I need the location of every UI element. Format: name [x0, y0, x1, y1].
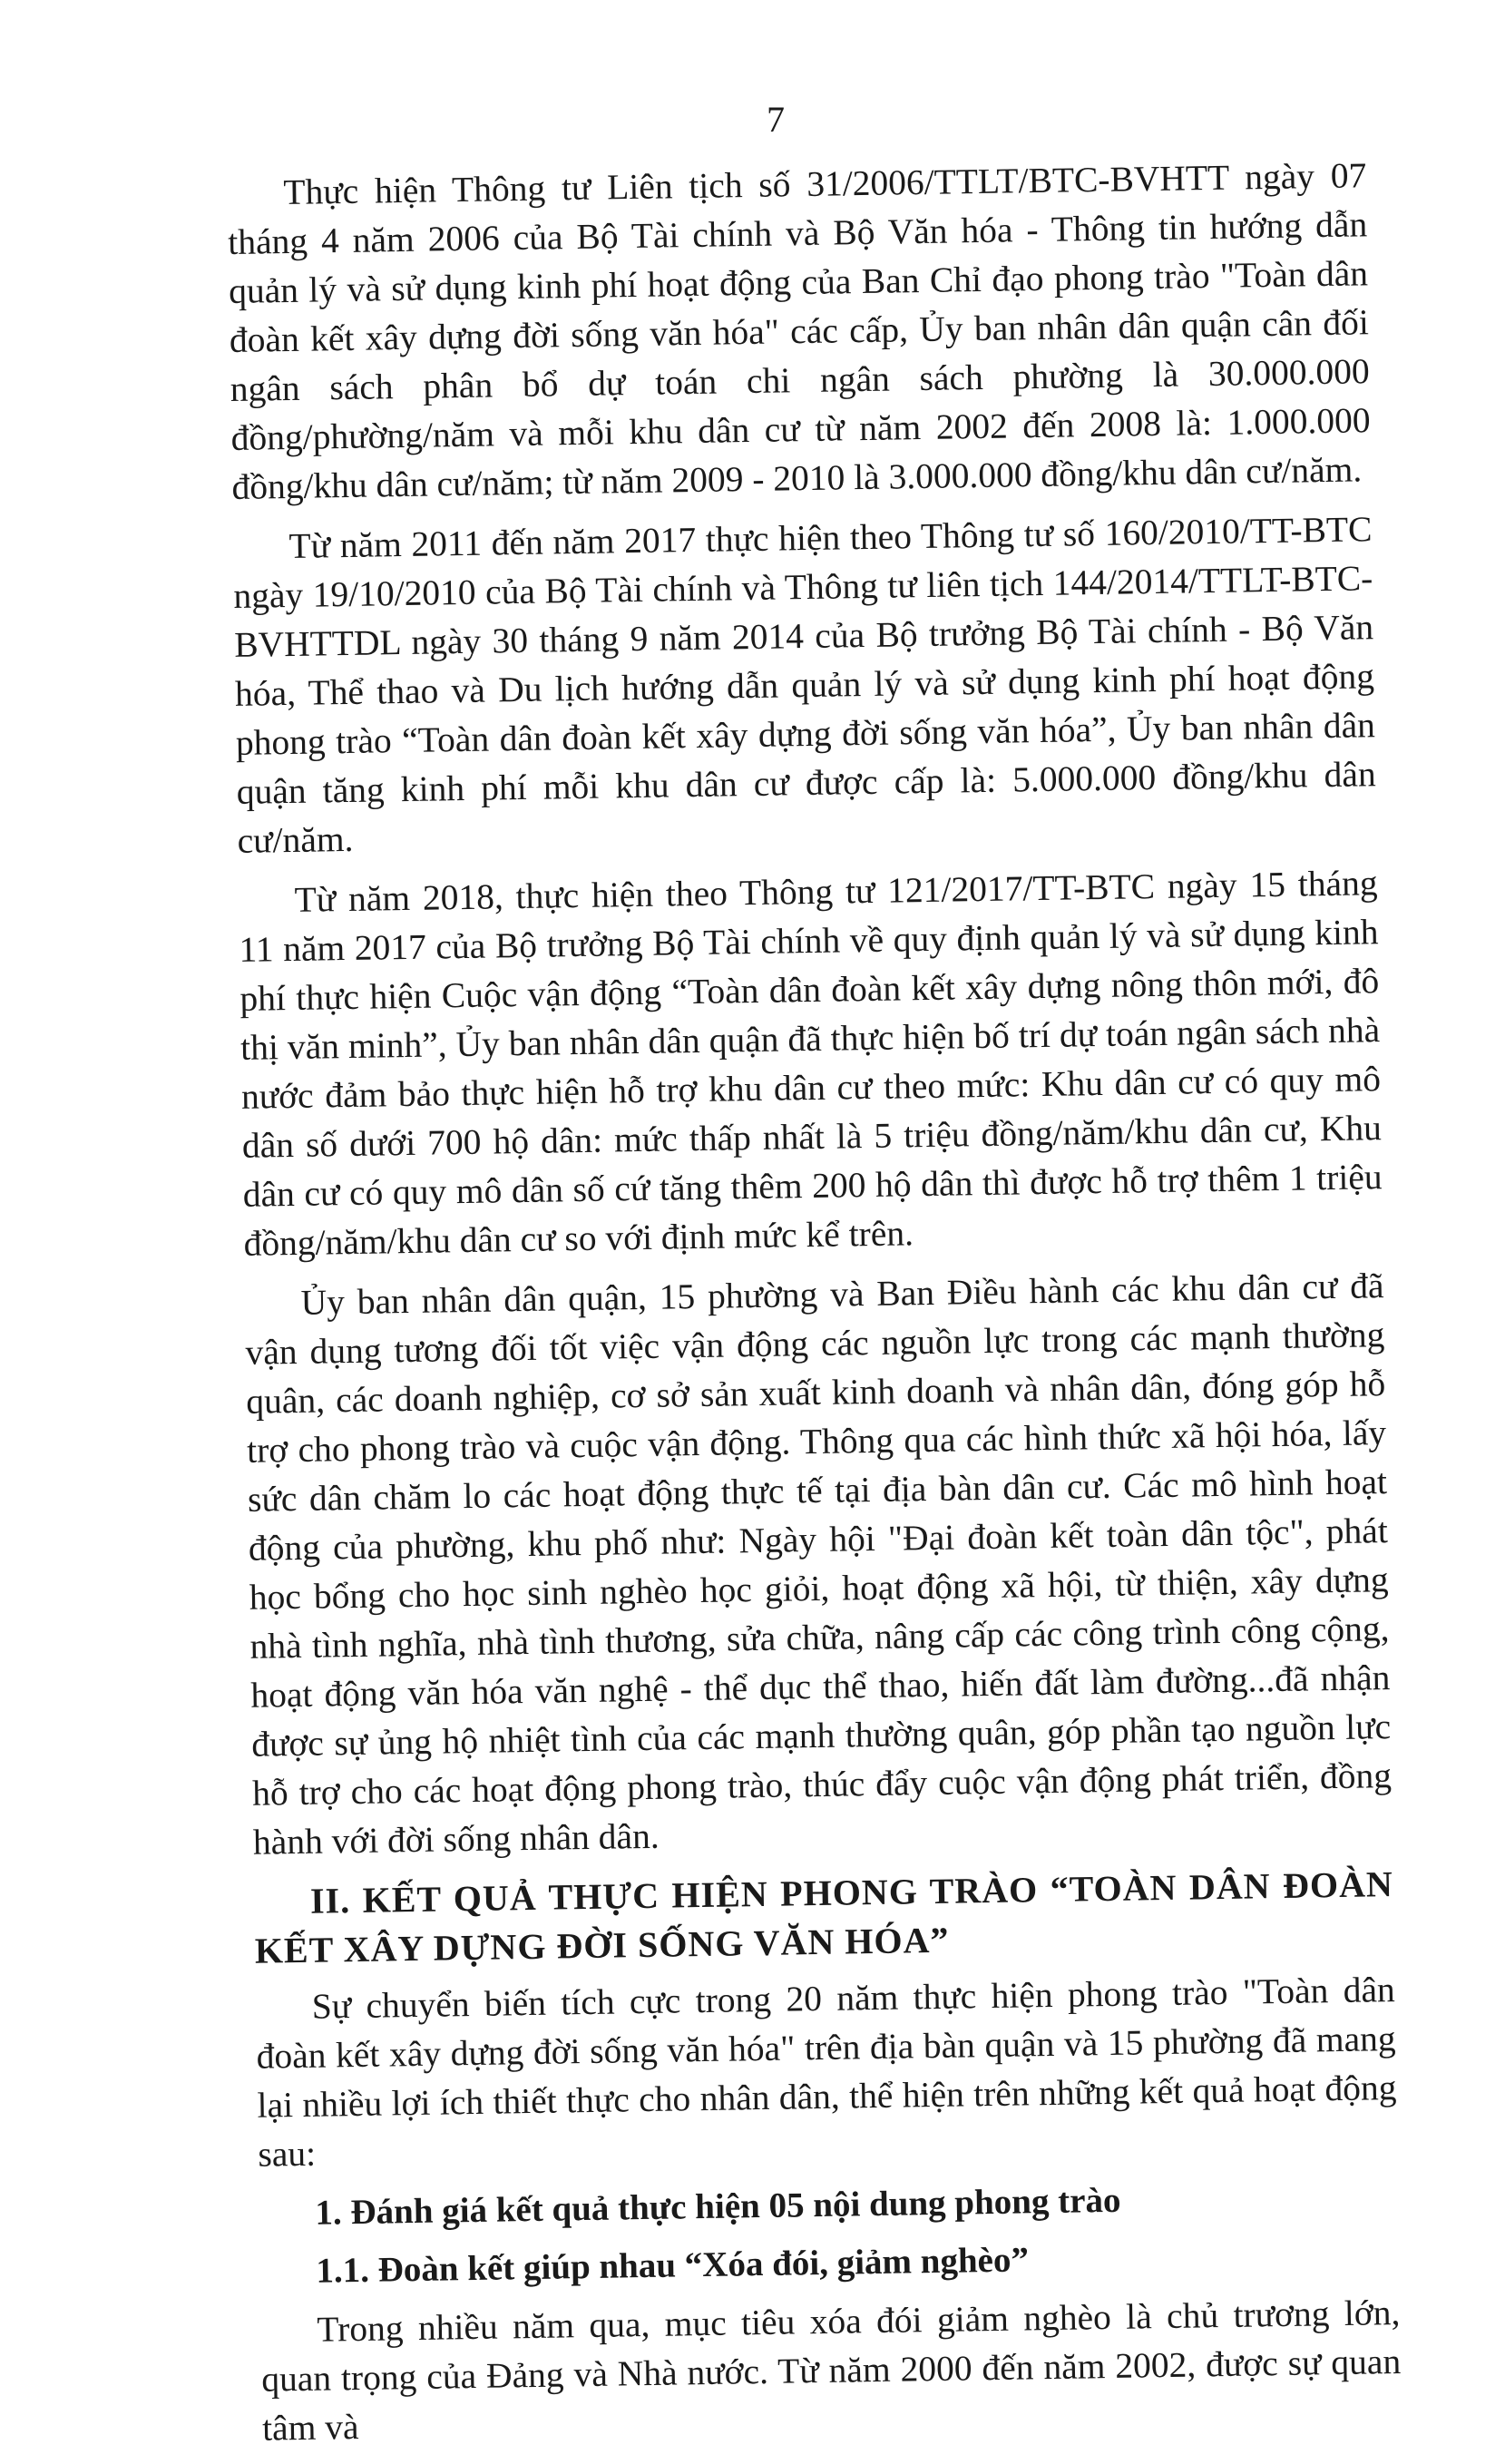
page-number: 7 [767, 99, 785, 140]
paragraph-funding-2011: Từ năm 2011 đến năm 2017 thực hiện theo Thông tư số 160/2010/TT-BTC ngày 19/10/2010 của Bộ Tài chính và Thông tư liên tịch 144/2014/TTLT-BTC-BVHTTDL ngày 30 tháng 9 năm 2014 của Bộ trưởng Bộ Tài chính - Bộ Văn hóa, Thể thao và Du lịch hướng dẫn quản lý và sử dụng kinh phí hoạt động phong trào “Toàn dân đoàn kết xây dựng đời sống văn hóa”, Ủy ban nhân dân quận tăng kinh phí mỗi khu dân cư được cấp là: 5.000.000 đồng/khu dân cư/năm. [233, 509, 1376, 861]
paragraph-positive-change: Sự chuyển biến tích cực trong 20 năm thực hiện phong trào "Toàn dân đoàn kết xây dựng đời sống văn hóa" trên địa bàn quận và 15 phường đã mang lại nhiều lợi ích thiết thực cho nhân dân, thể hiện trên những kết quả hoạt động sau: [256, 1970, 1397, 2175]
paragraph-poverty-intro: Trong nhiều năm qua, mục tiêu xóa đói giảm nghèo là chủ trương lớn, quan trọng của Đảng và Nhà nước. Từ năm 2000 đến năm 2002, được sự quan tâm và [260, 2292, 1402, 2449]
paragraph-funding-2018: Từ năm 2018, thực hiện theo Thông tư 121/2017/TT-BTC ngày 15 tháng 11 năm 2017 của Bộ trưởng Bộ Tài chính về quy định quản lý và sử dụng kinh phí thực hiện Cuộc vận động “Toàn dân đoàn kết xây dựng nông thôn mới, đô thị văn minh”, Ủy ban nhân dân quận đã thực hiện bố trí dự toán ngân sách nhà nước đảm bảo thực hiện hỗ trợ khu dân cư theo mức: Khu dân cư có quy mô dân số dưới 700 hộ dân: mức thấp nhất là 5 triệu đồng/năm/khu dân cư, Khu dân cư có quy mô dân số cứ tăng thêm 200 hộ dân thì được hỗ trợ thêm 1 triệu đồng/năm/khu dân cư so với định mức kể trên. [239, 863, 1383, 1264]
subheading-poverty-reduction: 1.1. Đoàn kết giúp nhau “Xóa đói, giảm nghèo” [316, 2240, 1030, 2291]
document-body [227, 151, 1402, 2463]
subheading-evaluation: 1. Đánh giá kết quả thực hiện 05 nội dung phong trào [315, 2180, 1121, 2233]
paragraph-funding-2006: Thực hiện Thông tư Liên tịch số 31/2006/TTLT/BTC-BVHTT ngày 07 tháng 4 năm 2006 của Bộ Tài chính và Bộ Văn hóa - Thông tin hướng dẫn quản lý và sử dụng kinh phí hoạt động của Ban Chỉ đạo phong trào "Toàn dân đoàn kết xây dựng đời sống văn hóa" các cấp, Ủy ban nhân dân quận cân đối ngân sách phân bổ dự toán chi ngân sách phường là 30.000.000 đồng/phường/năm và mỗi khu dân cư từ năm 2002 đến 2008 là: 1.000.000 đồng/khu dân cư/năm; từ năm 2009 - 2010 là 3.000.000 đồng/khu dân cư/năm. [227, 155, 1371, 507]
paragraph-resources: Ủy ban nhân dân quận, 15 phường và Ban Điều hành các khu dân cư đã vận dụng tương đối tốt việc vận động các nguồn lực trong các mạnh thường quân, các doanh nghiệp, cơ sở sản xuất kinh doanh và nhân dân, đóng góp hỗ trợ cho phong trào và cuộc vận động. Thông qua các hình thức xã hội hóa, lấy sức dân chăm lo các hoạt động thực tế tại địa bàn dân cư. Các mô hình hoạt động của phường, khu phố như: Ngày hội "Đại đoàn kết toàn dân tộc", phát học bổng cho học sinh nghèo học giỏi, hoạt động xã hội, từ thiện, xây dựng nhà tình nghĩa, nhà tình thương, sửa chữa, nâng cấp các công trình công cộng, hoạt động văn hóa văn nghệ - thể dục thể thao, hiến đất làm đường...đã nhận được sự ủng hộ nhiệt tình của các mạnh thường quân, góp phần tạo nguồn lực hỗ trợ cho các hoạt động phong trào, thúc đẩy cuộc vận động phát triển, đồng hành với đời sống nhân dân. [245, 1266, 1393, 1863]
section-heading-results: II. KẾT QUẢ THỰC HIỆN PHONG TRÀO “TOÀN DÂN ĐOÀN KẾT XÂY DỰNG ĐỜI SỐNG VĂN HÓA” [254, 1863, 1394, 1971]
